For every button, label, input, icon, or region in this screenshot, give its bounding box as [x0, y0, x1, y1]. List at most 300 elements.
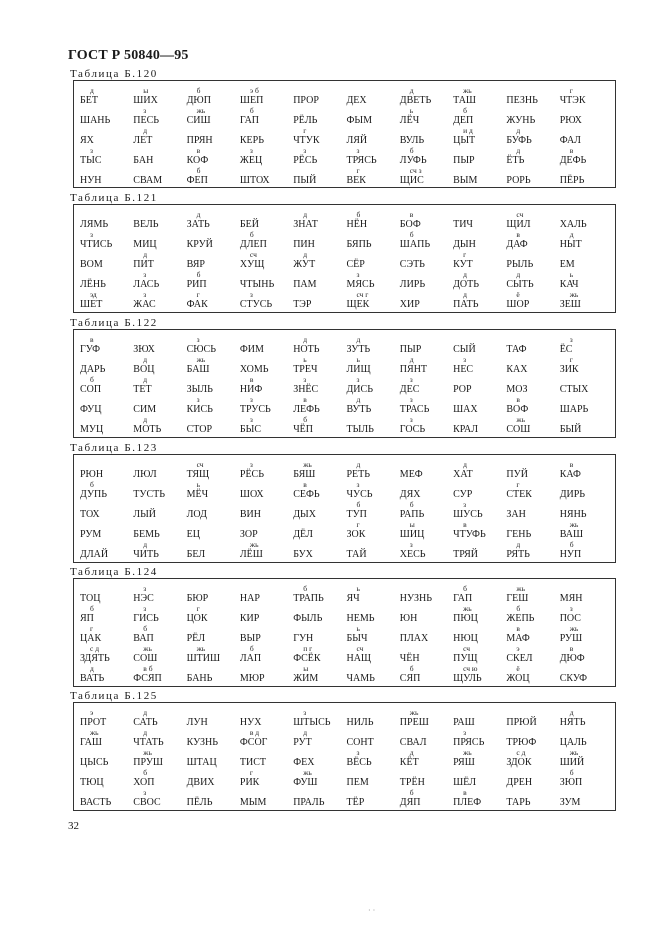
word: ПЯНТ [399, 364, 428, 375]
stress-mark [80, 167, 90, 175]
word-cell [451, 251, 504, 271]
word: МОЗ [506, 384, 528, 395]
stress-mark: б [463, 106, 467, 115]
stress-mark [80, 356, 90, 364]
word-cell [238, 416, 291, 436]
stress-mark [187, 231, 197, 239]
stress-mark: з [463, 728, 467, 737]
word: ТЕТ [133, 384, 152, 395]
word: ДУПЬ [80, 489, 107, 500]
word-cell [558, 585, 611, 605]
stress-mark: жь [463, 748, 472, 757]
word: ЗНАТ [293, 219, 318, 230]
word-cell [344, 251, 397, 271]
word-cell [398, 291, 451, 311]
word-cell [78, 231, 131, 251]
word-cell [78, 396, 131, 416]
stress-mark [187, 521, 197, 529]
word: ЖЕЦ [239, 155, 263, 166]
word-cell [398, 585, 451, 605]
stress-mark: д [516, 146, 521, 155]
word-cell [78, 127, 131, 147]
word: ХАТ [453, 469, 473, 480]
word-table [73, 702, 616, 811]
word: ЯП [80, 613, 94, 624]
stress-mark: д [143, 415, 148, 424]
stress-mark [80, 585, 90, 593]
word-cell [451, 585, 504, 605]
word: ТРАПЬ [293, 593, 324, 604]
word: ДЫХ [293, 509, 316, 520]
stress-mark: б [569, 768, 574, 777]
word-cell [291, 789, 344, 809]
stress-mark [293, 541, 303, 549]
word: ШТИШ [186, 653, 221, 664]
word-cell [238, 167, 291, 187]
stress-mark: д [409, 748, 414, 757]
word: РЮН [80, 469, 104, 480]
word-cell [131, 541, 184, 561]
word: ДЛЕП [239, 239, 267, 250]
word: СЕФЬ [293, 489, 320, 500]
word: ХАЛЬ [559, 219, 587, 230]
word-cell [238, 625, 291, 645]
stress-mark [560, 167, 570, 175]
word-cell [78, 271, 131, 291]
stress-mark: б [516, 604, 521, 613]
word: КУЗНЬ [186, 737, 218, 748]
word-cell [451, 665, 504, 685]
stress-mark [560, 376, 570, 384]
word-cell [78, 749, 131, 769]
stress-mark: б [409, 664, 414, 673]
word-cell [451, 396, 504, 416]
word: ФЫМ [346, 115, 372, 126]
word: ЧТЫНЬ [239, 279, 275, 290]
word: ТРЯЙ [453, 549, 479, 560]
word: САТЬ [133, 717, 158, 728]
word-cell [78, 625, 131, 645]
word: ЗЕШ [559, 299, 581, 310]
word-cell [398, 251, 451, 271]
word: ШТЫСЬ [293, 717, 331, 728]
word-cell [451, 356, 504, 376]
word-cell [558, 501, 611, 521]
word-cell [398, 416, 451, 436]
stress-mark: ь [356, 355, 360, 364]
stress-mark [293, 231, 303, 239]
word-cell [78, 521, 131, 541]
stress-mark: з [409, 415, 413, 424]
stress-mark [453, 416, 463, 424]
word: ВЕК [346, 175, 366, 186]
word-cell [238, 461, 291, 481]
stress-mark [240, 356, 250, 364]
stress-mark: в [90, 335, 94, 344]
stress-mark: з [356, 375, 360, 384]
stress-mark: з [463, 355, 467, 364]
stress-mark: з [249, 460, 253, 469]
word-cell [344, 645, 397, 665]
stress-mark [400, 481, 410, 489]
stress-mark: жь [249, 540, 259, 549]
stress-mark [400, 769, 410, 777]
word: СОП [80, 384, 102, 395]
word: БУХ [293, 549, 313, 560]
word-cell [344, 211, 397, 231]
word-table [73, 454, 616, 563]
word-cell [78, 167, 131, 187]
word-cell [451, 336, 504, 356]
word: НЮЦ [453, 633, 478, 644]
word-cell [238, 481, 291, 501]
stress-mark: д [143, 708, 148, 717]
stress-mark: жь [516, 415, 525, 424]
word-cell [78, 585, 131, 605]
word: ШАПЬ [399, 239, 431, 250]
stress-mark [80, 769, 90, 777]
word-cell [185, 396, 238, 416]
word: ТУП [346, 509, 367, 520]
word: НЭС [133, 593, 154, 604]
word-cell [291, 147, 344, 167]
stress-mark: жь [303, 460, 312, 469]
word: НЫТ [559, 239, 582, 250]
word-cell [504, 291, 557, 311]
word-grid [78, 709, 611, 806]
word: ЛЁЧ [399, 115, 420, 126]
stress-mark: в [516, 395, 520, 404]
word-cell [558, 87, 611, 107]
word-cell [238, 501, 291, 521]
word-cell [344, 147, 397, 167]
stress-mark [453, 709, 463, 717]
word-cell [185, 336, 238, 356]
word-cell [185, 291, 238, 311]
word-cell [398, 127, 451, 147]
word-cell [504, 501, 557, 521]
word-cell [185, 769, 238, 789]
word: ЧУСЬ [346, 489, 373, 500]
word: ШОР [506, 299, 530, 310]
word-cell [344, 461, 397, 481]
stress-mark: д [516, 126, 521, 135]
word: ЛЫЙ [133, 509, 157, 520]
stress-mark [400, 605, 410, 613]
word-cell [451, 749, 504, 769]
word: ЛАСЬ [133, 279, 160, 290]
word-cell [185, 585, 238, 605]
word-cell [238, 271, 291, 291]
word: СЫТЬ [506, 279, 534, 290]
word-cell [504, 107, 557, 127]
word-cell [558, 749, 611, 769]
stress-mark: в [249, 375, 254, 384]
word-table [73, 204, 616, 313]
word: ВОЦ [133, 364, 155, 375]
word: ТЫЛЬ [346, 424, 374, 435]
word: ТАШ [453, 95, 477, 106]
stress-mark [133, 167, 143, 175]
word-cell [185, 271, 238, 291]
word: КУТ [453, 259, 473, 270]
word-cell [131, 749, 184, 769]
word: ПРУШ [133, 757, 163, 768]
stress-mark [453, 396, 463, 404]
word-cell [78, 211, 131, 231]
word-cell [398, 87, 451, 107]
word-cell [291, 107, 344, 127]
word-cell [185, 376, 238, 396]
word-cell [78, 461, 131, 481]
stress-mark [187, 416, 197, 424]
word-cell [238, 356, 291, 376]
word: МЯН [559, 593, 583, 604]
word: ХОП [133, 777, 155, 788]
stress-mark [346, 789, 356, 797]
stress-mark [240, 481, 250, 489]
stress-mark [240, 585, 250, 593]
table-caption: Таблица Б.120 [70, 68, 158, 80]
stress-mark: э [516, 644, 520, 653]
stress-mark [346, 541, 356, 549]
word-cell [238, 645, 291, 665]
stress-mark [400, 291, 410, 299]
word: ТЯЩ [186, 469, 210, 480]
stress-mark: жь [196, 644, 206, 653]
word: БАН [133, 155, 154, 166]
word: СТЫХ [559, 384, 589, 395]
stress-mark: в д [249, 728, 260, 737]
word-cell [185, 416, 238, 436]
word-cell [185, 729, 238, 749]
stress-mark [506, 87, 516, 95]
word-cell [344, 127, 397, 147]
stress-mark: г [196, 290, 200, 299]
word-cell [451, 541, 504, 561]
word: ЗОК [346, 529, 366, 540]
stress-mark [346, 251, 356, 259]
word-cell [504, 167, 557, 187]
word: ВЫР [239, 633, 261, 644]
stress-mark [240, 211, 250, 219]
word-cell [131, 665, 184, 685]
word: ЧТУФЬ [453, 529, 486, 540]
word-cell [131, 729, 184, 749]
stress-mark [346, 416, 356, 424]
word: НЁН [346, 219, 368, 230]
word: КРУЙ [186, 239, 213, 250]
stress-mark [133, 501, 143, 509]
word-cell [238, 789, 291, 809]
word: ДРЕН [506, 777, 533, 788]
word-cell [558, 541, 611, 561]
word: ЛЕТ [133, 135, 153, 146]
word: ЖОЦ [506, 673, 530, 684]
stress-mark: д [90, 86, 94, 95]
word: ФЫЛЬ [293, 613, 323, 624]
stress-mark [80, 251, 90, 259]
word-cell [291, 625, 344, 645]
word-cell [131, 585, 184, 605]
word: БЮР [186, 593, 209, 604]
word: ЖИМ [293, 673, 319, 684]
stress-mark [400, 127, 410, 135]
stress-mark: э б [249, 86, 259, 95]
word-cell [185, 147, 238, 167]
word-grid [78, 461, 611, 558]
word: МЫМ [239, 797, 267, 808]
stress-mark: з [569, 604, 573, 613]
word-cell [238, 87, 291, 107]
stress-mark: з [143, 106, 147, 115]
stress-mark [506, 107, 516, 115]
word: ПУЩ [453, 653, 478, 664]
word-cell [78, 376, 131, 396]
word-cell [558, 251, 611, 271]
word: ДЛАЙ [80, 549, 109, 560]
stress-mark [80, 396, 90, 404]
word: СКЕЛ [506, 653, 533, 664]
word: ТИСТ [239, 757, 266, 768]
word-cell [344, 356, 397, 376]
word-cell [291, 461, 344, 481]
word-cell [558, 521, 611, 541]
word: ЛЮЛ [133, 469, 157, 480]
word-cell [131, 396, 184, 416]
stress-mark [133, 461, 143, 469]
word-cell [185, 231, 238, 251]
word-cell [451, 605, 504, 625]
word-cell [238, 729, 291, 749]
word: МОТЬ [133, 424, 162, 435]
stress-mark: з [409, 395, 413, 404]
stress-mark [133, 396, 143, 404]
word: ШТАЦ [186, 757, 217, 768]
word: ТРЕЧ [293, 364, 318, 375]
word-cell [291, 645, 344, 665]
word: МЕФ [399, 469, 423, 480]
word-cell [451, 87, 504, 107]
stress-mark: жь [143, 644, 152, 653]
word-cell [398, 356, 451, 376]
word-cell [238, 521, 291, 541]
word-cell [131, 271, 184, 291]
word: СКУФ [559, 673, 588, 684]
word-cell [558, 167, 611, 187]
word-cell [238, 147, 291, 167]
word-cell [131, 605, 184, 625]
word-cell [398, 336, 451, 356]
word: РЁСЬ [239, 469, 264, 480]
word: РЯТЬ [506, 549, 530, 560]
stress-mark: г [90, 624, 94, 633]
word-cell [291, 729, 344, 749]
table-caption: Таблица Б.122 [70, 317, 158, 329]
word: ДЁЛ [293, 529, 313, 540]
word: СЯП [399, 673, 421, 684]
word: СТОР [186, 424, 213, 435]
stress-mark: в б [143, 664, 153, 673]
word: ЛЁШ [239, 549, 263, 560]
stress-mark: з [463, 500, 467, 509]
word: ДОТЬ [453, 279, 479, 290]
word: ТРЯСЬ [346, 155, 377, 166]
stress-mark: э [90, 708, 94, 717]
word-cell [504, 231, 557, 251]
word-cell [344, 167, 397, 187]
word-cell [185, 645, 238, 665]
stress-mark: сч ю [463, 664, 478, 673]
word-cell [398, 729, 451, 749]
stress-mark: жь [196, 355, 206, 364]
stress-mark [187, 251, 197, 259]
word: ЛУФЬ [399, 155, 427, 166]
stress-mark [400, 729, 410, 737]
word-cell [131, 645, 184, 665]
word-cell [78, 729, 131, 749]
word-cell [291, 356, 344, 376]
word: ЮН [399, 613, 418, 624]
word: РЮХ [559, 115, 582, 126]
word: СОШ [506, 424, 531, 435]
stress-mark: д [569, 708, 574, 717]
word-cell [504, 87, 557, 107]
word: КЁТ [399, 757, 419, 768]
stress-mark: з [196, 395, 200, 404]
word-cell [185, 481, 238, 501]
word: ВОФ [506, 404, 529, 415]
word: ХУЩ [239, 259, 265, 270]
word: ВАШ [559, 529, 584, 540]
word: ТЫС [80, 155, 102, 166]
stress-mark [187, 665, 197, 673]
word: СТЕК [506, 489, 532, 500]
word: ШАНЬ [80, 115, 111, 126]
word-cell [344, 416, 397, 436]
word: ЧТАТЬ [133, 737, 164, 748]
word-cell [238, 585, 291, 605]
word-cell [131, 416, 184, 436]
stress-mark [293, 605, 303, 613]
stress-mark: з [249, 415, 253, 424]
word-cell [131, 625, 184, 645]
word: ЕЦ [186, 529, 200, 540]
word-cell [131, 376, 184, 396]
stress-mark: жь [303, 768, 312, 777]
word: СОШ [133, 653, 158, 664]
word-table [73, 329, 616, 438]
stress-mark: б [90, 604, 94, 613]
word: КЕРЬ [239, 135, 264, 146]
word-cell [291, 541, 344, 561]
stress-mark: д [303, 250, 308, 259]
word: ДИРЬ [559, 489, 586, 500]
word-cell [398, 271, 451, 291]
stress-mark [80, 789, 90, 797]
stress-mark [293, 271, 303, 279]
word-cell [185, 461, 238, 481]
word-cell [131, 789, 184, 809]
stress-mark [187, 585, 197, 593]
stress-mark [560, 416, 570, 424]
word: ЧТИСЬ [80, 239, 113, 250]
word-cell [78, 251, 131, 271]
word: БЕЛ [186, 549, 206, 560]
word: ЖАС [133, 299, 156, 310]
stress-mark: д [196, 210, 201, 219]
stress-mark [453, 211, 463, 219]
